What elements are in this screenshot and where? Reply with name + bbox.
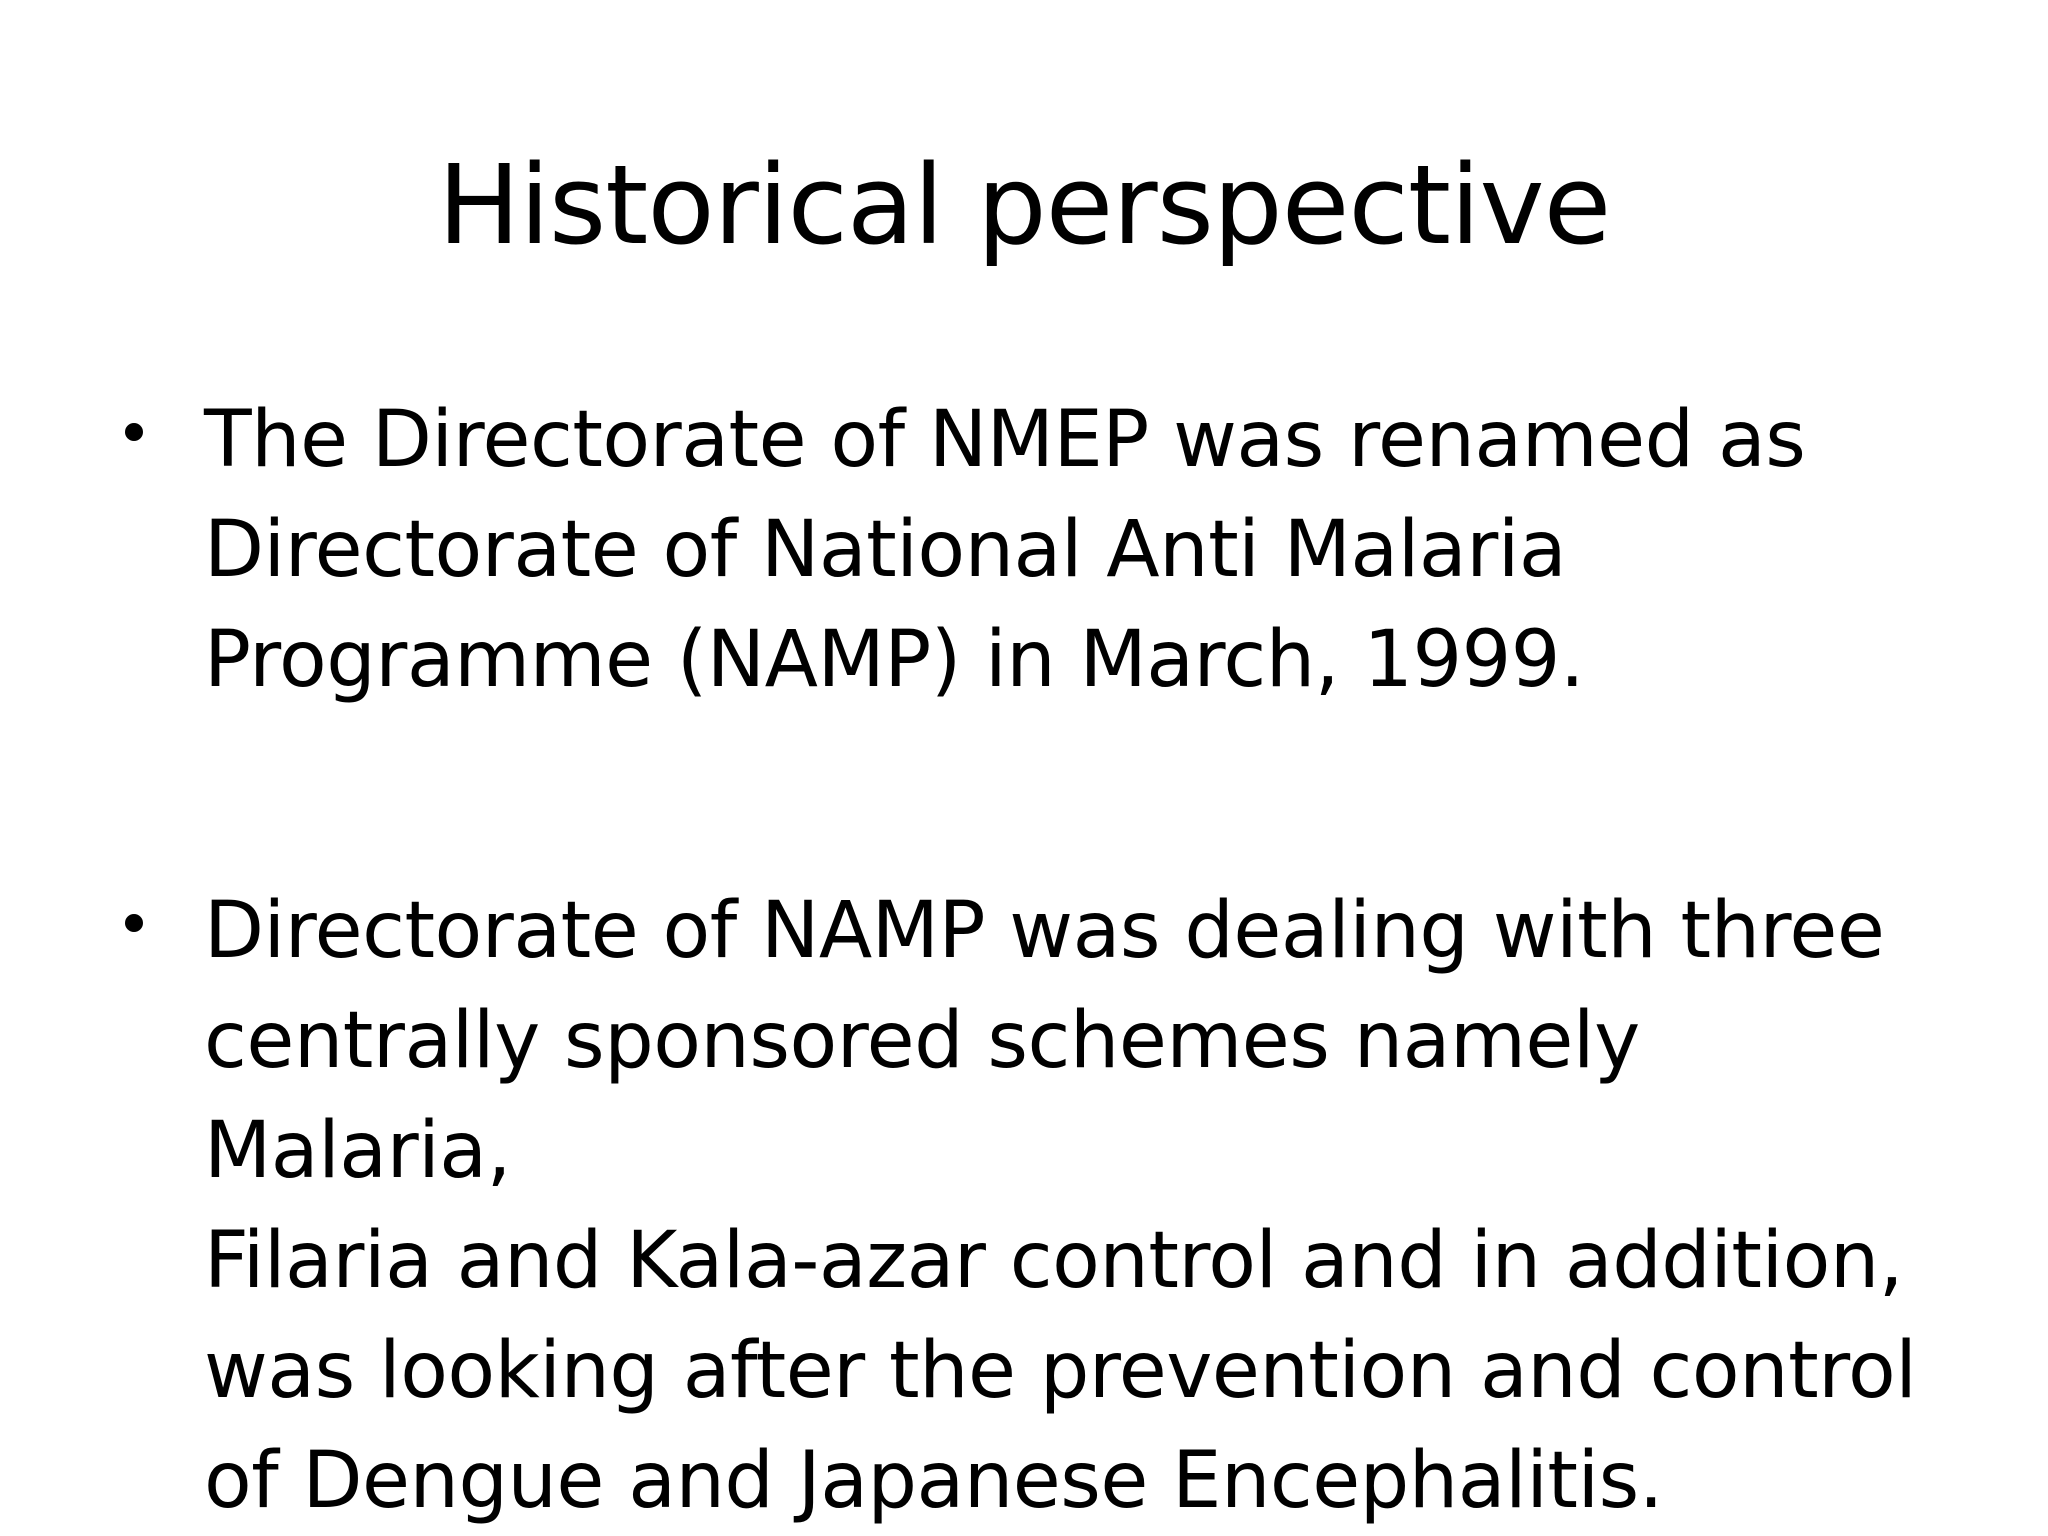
bullet-icon <box>125 914 143 932</box>
bullet-text: Directorate of NAMP was dealing with three centrally sponsored schemes namely Malaria, Filaria and Kala-azar control and in addition, was looking after the prevention and control of Dengue and Japanese Encephalitis. <box>204 886 1917 1526</box>
slide-title: Historical perspective <box>437 141 1611 269</box>
bullet-text: The Directorate of NMEP was renamed as Directorate of National Anti Malaria Programme (NAMP) in March, 1999. <box>204 395 1806 705</box>
bullet-icon <box>125 423 143 441</box>
